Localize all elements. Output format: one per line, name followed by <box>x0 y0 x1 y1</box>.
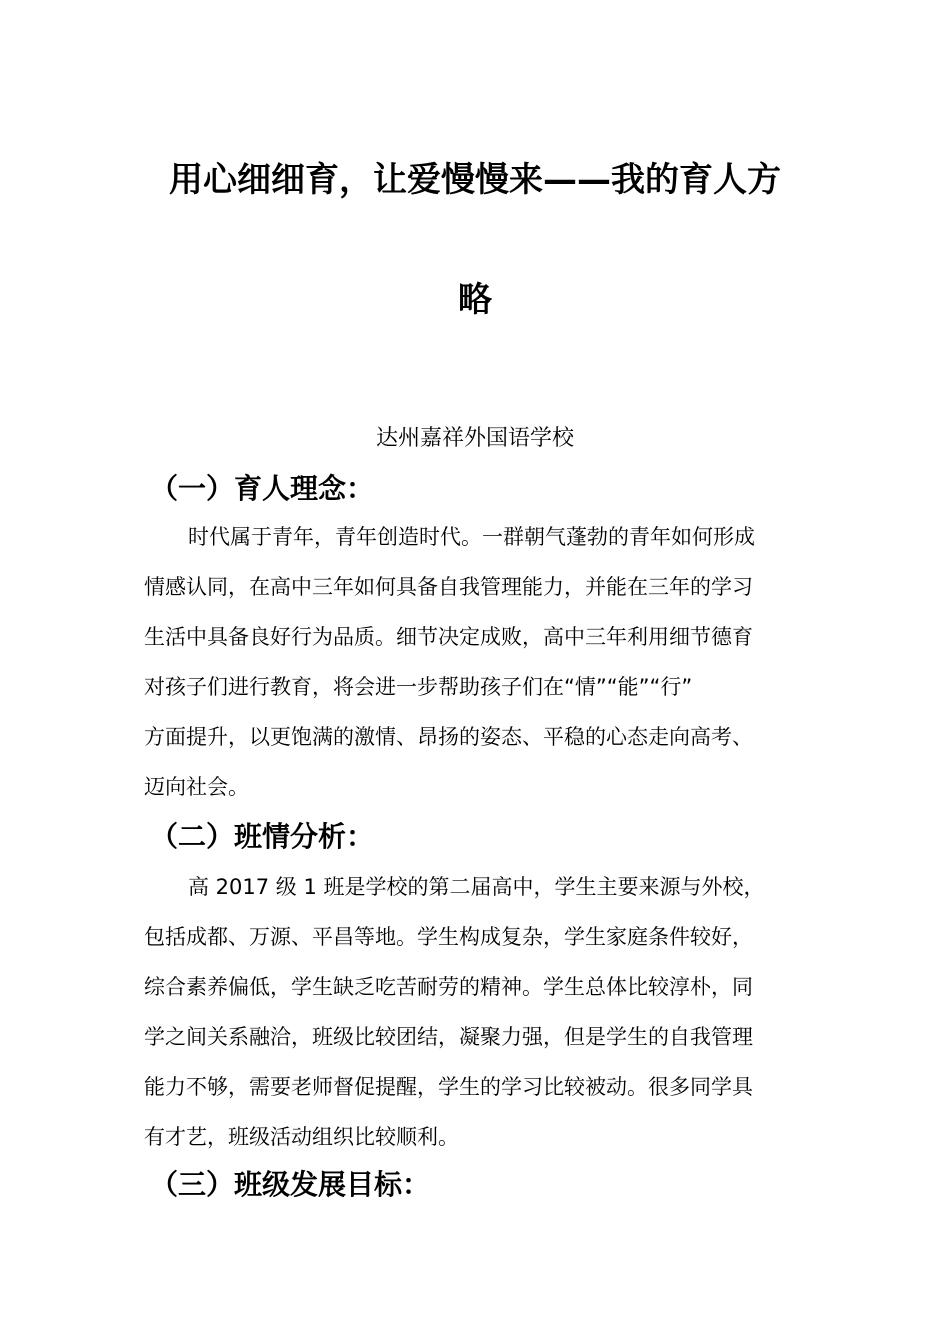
section-body-class-analysis <box>144 862 814 1162</box>
section-heading-philosophy: （一）育人理念： <box>150 472 375 505</box>
paragraph-line: 生活中具备良好行为品质。细节决定成败，高中三年利用细节德育 <box>144 625 753 649</box>
section-heading-development-goals: （三）班级发展目标： <box>150 1168 431 1201</box>
paragraph-line: 包括成都、万源、平昌等地。学生构成复杂，学生家庭条件较好， <box>144 925 753 949</box>
school-name: 达州嘉祥外国语学校 <box>375 426 574 451</box>
section-heading-class-analysis: （二）班情分析： <box>150 820 375 853</box>
paragraph-line: 综合素养偏低，学生缺乏吃苦耐劳的精神。学生总体比较淳朴，同 <box>144 975 753 999</box>
section-body-philosophy <box>144 512 814 812</box>
document-title-line-2: 略 <box>458 280 492 320</box>
paragraph-line: 高 2017 级 1 班是学校的第二届高中，学生主要来源与外校， <box>188 875 765 899</box>
paragraph-line: 能力不够，需要老师督促提醒，学生的学习比较被动。很多同学具 <box>144 1075 753 1099</box>
paragraph-line: 有才艺，班级活动组织比较顺利。 <box>144 1125 459 1149</box>
document-title-line-1: 用心细细育，让爱慢慢来——我的育人方 <box>169 160 781 200</box>
paragraph-line: 学之间关系融洽，班级比较团结，凝聚力强，但是学生的自我管理 <box>144 1025 753 1049</box>
paragraph-line: 迈向社会。 <box>144 775 249 799</box>
paragraph-line: 方面提升，以更饱满的激情、昂扬的姿态、平稳的心态走向高考、 <box>144 725 753 749</box>
paragraph-line: 情感认同，在高中三年如何具备自我管理能力，并能在三年的学习 <box>144 575 753 599</box>
paragraph-line: 对孩子们进行教育，将会进一步帮助孩子们在“情”“能”“行” <box>144 675 693 699</box>
paragraph-line: 时代属于青年，青年创造时代。一群朝气蓬勃的青年如何形成 <box>188 525 755 549</box>
